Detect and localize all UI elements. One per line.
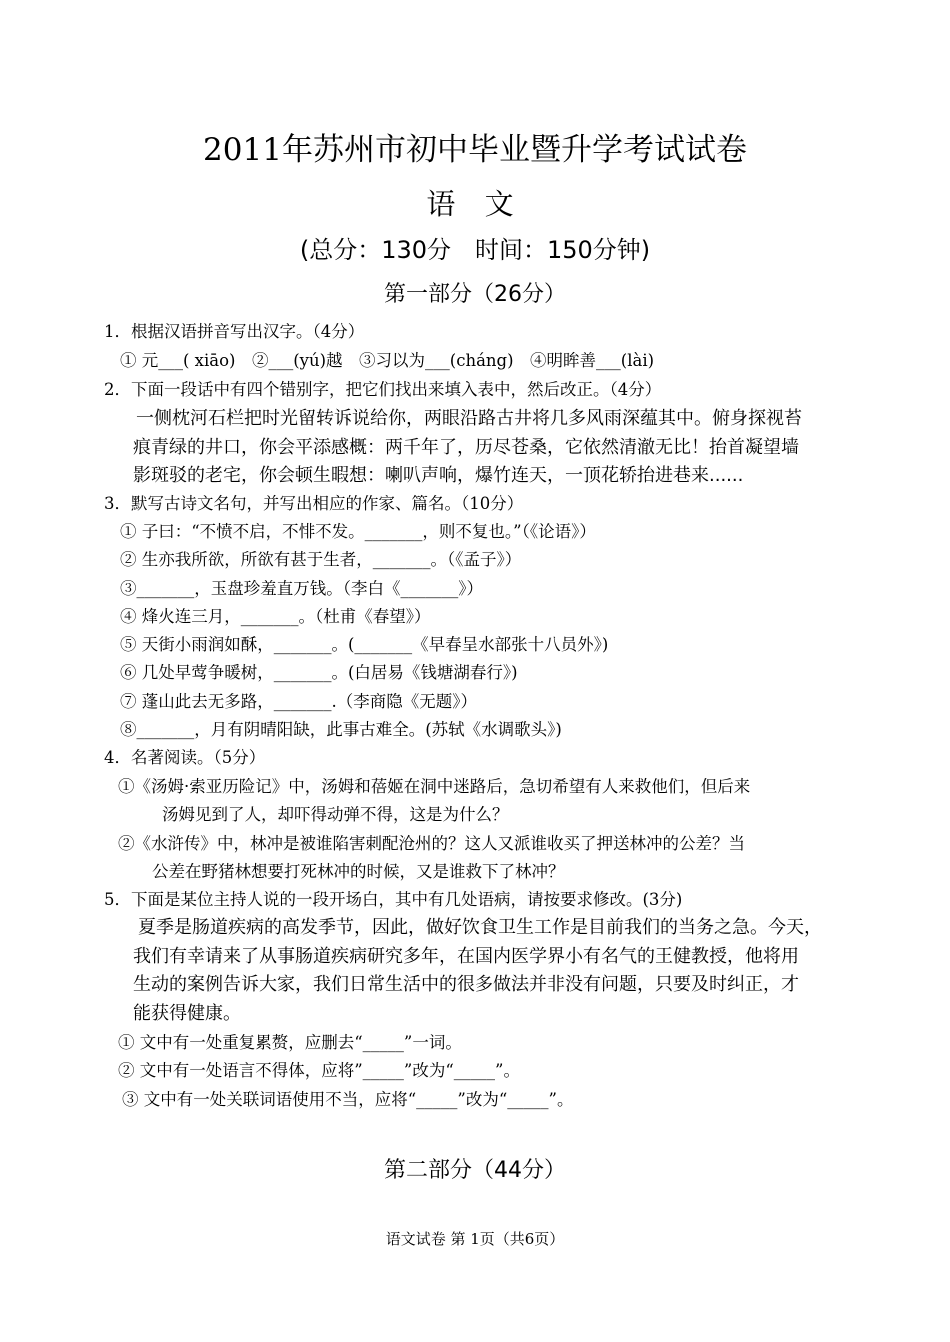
q5-item: ② 文中有一处语言不得体，应将”_____”改为“_____”。 <box>118 1061 520 1080</box>
q4-item1-line: ①《汤姆·索亚历险记》中，汤姆和蓓姬在洞中迷路后，急切希望有人来救他们，但后来 <box>118 777 751 796</box>
q5-passage-line: 生动的案例告诉大家，我们日常生活中的很多做法并非没有问题，只要及时纠正，才 <box>133 974 799 995</box>
q4-item2-line: 公差在野猪林想要打死林冲的时候，又是谁救下了林冲？ <box>152 862 565 881</box>
q1-stem: 1．根据汉语拼音写出汉字。（4分） <box>104 322 365 341</box>
q3-item: ⑦ 蓬山此去无多路，_______.（李商隐《无题》） <box>120 692 477 711</box>
q3-item: ④ 烽火连三月，_______。（杜甫《春望》） <box>120 607 431 626</box>
q4-item2-line: ②《水浒传》中，林冲是被谁陷害刺配沧州的？这人又派谁收买了押送林冲的公差？当 <box>118 834 745 853</box>
page-footer: 语文试卷 第 1页（共6页） <box>385 1230 565 1248</box>
q5-item: ① 文中有一处重复累赘，应删去“_____”一词。 <box>118 1033 462 1052</box>
part2-heading: 第二部分（44分） <box>384 1158 566 1183</box>
q2-passage-line: 影斑驳的老宅，你会顿生暇想：喇叭声响，爆竹连天，一顶花轿抬进巷来...... <box>133 465 744 486</box>
q3-item: ⑥ 几处早莺争暖树，_______。(白居易《钱塘湖春行》) <box>120 663 518 682</box>
q3-item: ⑧_______，月有阴晴阳缺，此事古难全。(苏轼《水调歌头》) <box>120 720 562 739</box>
q3-item: ③_______，玉盘珍羞直万钱。（李白《_______》） <box>120 579 483 598</box>
subject-title: 语 文 <box>426 187 524 221</box>
q2-passage-line: 痕青绿的井口，你会平添感概：两千年了，历尽苍桑，它依然清澈无比！抬首凝望墙 <box>133 437 799 458</box>
q1-items: ① 元___( xiāo) ②___(yú)越 ③习以为___(cháng) ④明眸善___(lài) <box>120 351 655 370</box>
exam-title: 2011年苏州市初中毕业暨升学考试试卷 <box>203 132 747 168</box>
q3-item: ② 生亦我所欲，所欲有甚于生者，_______。（《孟子》） <box>120 550 522 569</box>
q3-stem: 3．默写古诗文名句，并写出相应的作家、篇名。（10分） <box>104 494 524 513</box>
q5-passage-line: 能获得健康。 <box>133 1003 241 1024</box>
q5-passage-line: 我们有幸请来了从事肠道疾病研究多年，在国内医学界小有名气的王健教授，他将用 <box>133 946 799 967</box>
q5-stem: 5．下面是某位主持人说的一段开场白，其中有几处语病，请按要求修改。(3分) <box>104 890 683 909</box>
q2-passage-line: 一侧枕河石栏把时光留转诉说给你，两眼沿路古井将几多风雨深蕴其中。俯身探视苔 <box>136 408 802 429</box>
q4-stem: 4．名著阅读。（5分） <box>104 748 266 767</box>
q5-item: ③ 文中有一处关联词语使用不当，应将“_____”改为“_____”。 <box>122 1090 574 1109</box>
score-time: (总分：130分 时间：150分钟) <box>299 236 651 264</box>
q3-item: ⑤ 天街小雨润如酥，_______。(_______《早春呈水部张十八员外》) <box>120 635 609 654</box>
part1-heading: 第一部分（26分） <box>384 282 566 307</box>
q4-item1-line: 汤姆见到了人，却吓得动弹不得，这是为什么？ <box>162 805 509 824</box>
q3-item: ① 子曰：“不愤不启，不悱不发。_______，则不复也。”（《论语》） <box>120 522 596 541</box>
q2-stem: 2．下面一段话中有四个错别字，把它们找出来填入表中，然后改正。（4分） <box>104 380 662 399</box>
q5-passage-line: 夏季是肠道疾病的高发季节，因此，做好饮食卫生工作是目前我们的当务之急。今天， <box>138 917 822 938</box>
